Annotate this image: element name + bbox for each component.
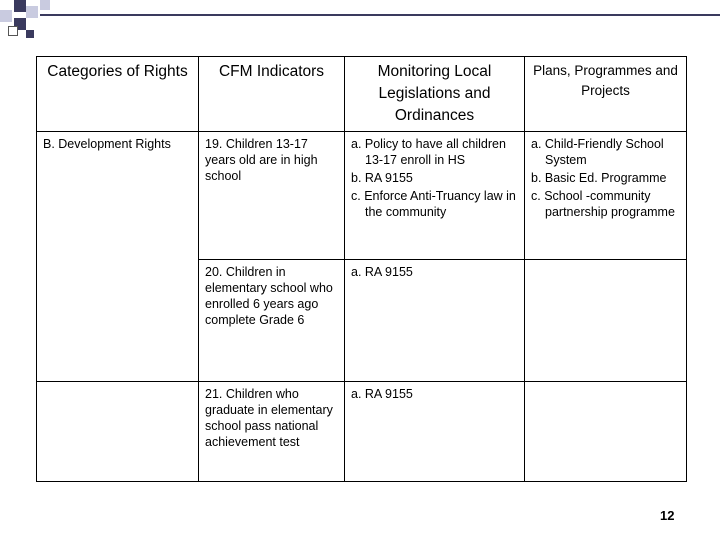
list-item: b. Basic Ed. Programme: [531, 171, 667, 185]
indicator-cell: 19. Children 13-17 years old are in high school: [205, 137, 318, 183]
table-header-row: [37, 57, 687, 132]
plans-cell: [525, 382, 686, 390]
legislations-cell: [345, 132, 524, 226]
list-item: c. Enforce Anti-Truancy law in the community: [351, 189, 516, 219]
table-row: [37, 132, 687, 260]
header-plans: Plans, Programmes and Projects: [533, 63, 678, 98]
category-cell: B. Development Rights: [43, 137, 171, 151]
list-item: a. RA 9155: [351, 265, 413, 279]
indicator-cell: 20. Children in elementary school who enrolled 6 years ago complete Grade 6: [205, 265, 333, 327]
rights-table: [36, 56, 687, 482]
list-item: a. RA 9155: [351, 387, 413, 401]
legislations-cell: [345, 382, 524, 408]
plans-cell: [525, 260, 686, 268]
list-item: b. RA 9155: [351, 171, 413, 185]
table-row: [37, 260, 687, 382]
header-categories: Categories of Rights: [47, 63, 188, 80]
header-legislations: Monitoring Local Legislations and Ordinances: [377, 63, 492, 124]
legislations-cell: [345, 260, 524, 286]
list-item: a. Policy to have all children 13-17 enroll in HS: [351, 137, 506, 167]
list-item: c. School -community partnership programme: [531, 189, 675, 219]
list-item: a. Child-Friendly School System: [531, 137, 664, 167]
indicator-cell: 21. Children who graduate in elementary school pass national achievement test: [205, 387, 333, 449]
table-row: [37, 382, 687, 482]
plans-cell: [525, 132, 686, 226]
header-rule: [40, 14, 720, 16]
page-number: 12: [660, 508, 675, 523]
header-indicators: CFM Indicators: [218, 63, 325, 80]
